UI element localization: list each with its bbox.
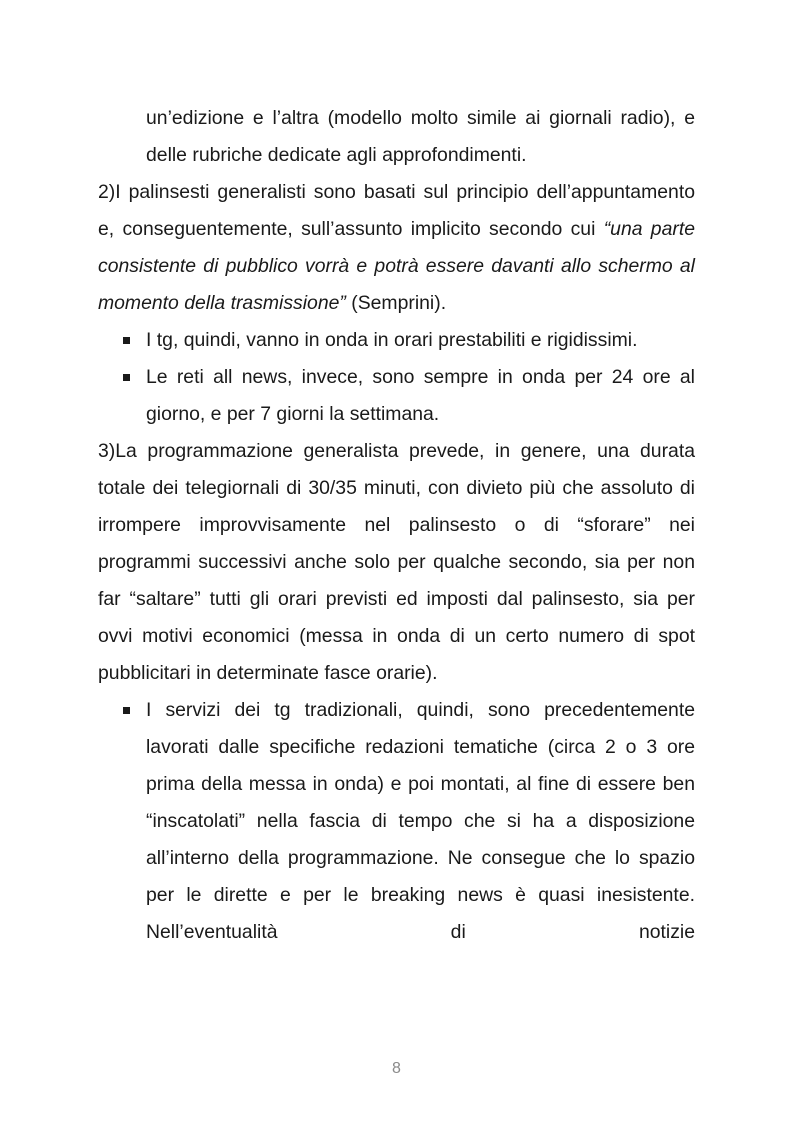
paragraph-2-citation: (Semprini). [345,292,447,314]
bullet-item-2 [98,359,695,433]
bullet-item-3 [98,692,695,951]
bullet-item-1-text: I tg, quindi, vanno in onda in orari prestabiliti e rigidissimi. [146,329,638,351]
paragraph-2 [98,174,695,322]
bullet-item-1 [98,322,695,359]
square-bullet-icon [123,337,130,344]
paragraph-3 [98,433,695,692]
square-bullet-icon [123,374,130,381]
continued-paragraph [98,100,695,174]
continued-paragraph-text: un’edizione e l’altra (modello molto simile ai giornali radio), e delle rubriche dedicate agli approfondimenti. [146,107,695,166]
paragraph-2-text: 2)I palinsesti generalisti sono basati sul principio dell’appuntamento e, conseguentemente, sull’assunto implicito secondo cui [98,181,695,240]
document-page [98,100,695,951]
bullet-item-3-text: I servizi dei tg tradizionali, quindi, sono precedentemente lavorati dalle specifiche redazioni tematiche (circa 2 o 3 ore prima della messa in onda) e poi montati, al fine di essere ben “inscatolati” nella fascia di tempo che si ha a disposizione all’interno della programmazione. Ne consegue che lo spazio per le dirette e per le breaking news è quasi inesistente. Nell’eventualità di notizie [146,699,695,943]
bullet-item-2-text: Le reti all news, invece, sono sempre in onda per 24 ore al giorno, e per 7 giorni la settimana. [146,366,695,425]
square-bullet-icon [123,707,130,714]
semprini-quote: “una parte consistente di pubblico vorrà e potrà essere davanti allo schermo al momento della trasmissione” [98,218,695,314]
page-number: 8 [392,1060,401,1077]
paragraph-3-text: 3)La programmazione generalista prevede, in genere, una durata totale dei telegiornali di 30/35 minuti, con divieto più che assoluto di irrompere improvvisamente nel palinsesto o di “sforare” nei programmi successivi anche solo per qualche secondo, sia per non far “saltare” tutti gli orari previsti ed imposti dal palinsesto, sia per ovvi motivi economici (messa in onda di un certo numero di spot pubblicitari in determinate fasce orarie). [98,440,695,684]
